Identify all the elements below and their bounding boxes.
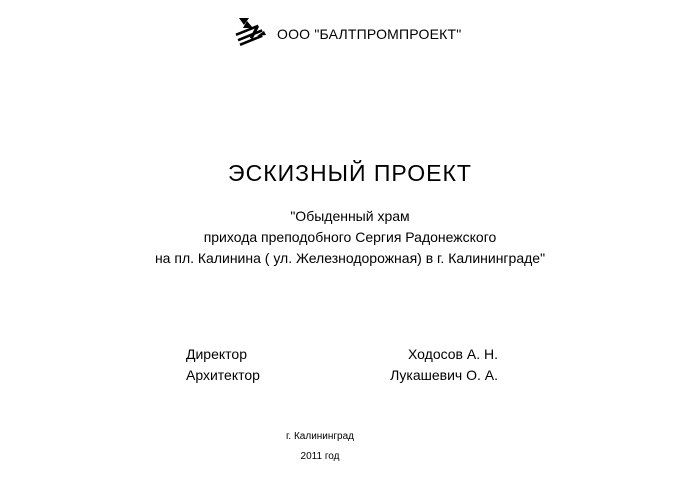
footer-year: 2011 год: [300, 451, 340, 462]
project-description-line-1: "Обыденный храм: [290, 208, 410, 224]
footer-city: г. Калининград: [285, 431, 355, 442]
signatory-role-director: Директор: [186, 346, 247, 362]
company-name: ООО "БАЛТПРОМПРОЕКТ": [277, 26, 462, 42]
signatory-name-architect: Лукашевич О. А.: [390, 367, 498, 383]
signatory-name-director: Ходосов А. Н.: [407, 346, 498, 362]
document-title: ЭСКИЗНЫЙ ПРОЕКТ: [228, 160, 472, 186]
project-description-line-2: прихода преподобного Сергия Радонежского: [203, 229, 497, 245]
signatory-role-architect: Архитектор: [186, 367, 260, 383]
project-description-line-3: на пл. Калинина ( ул. Железнодорожная) в г. Калининграде": [154, 250, 546, 266]
baltpromproekt-logo-icon: [233, 16, 269, 46]
